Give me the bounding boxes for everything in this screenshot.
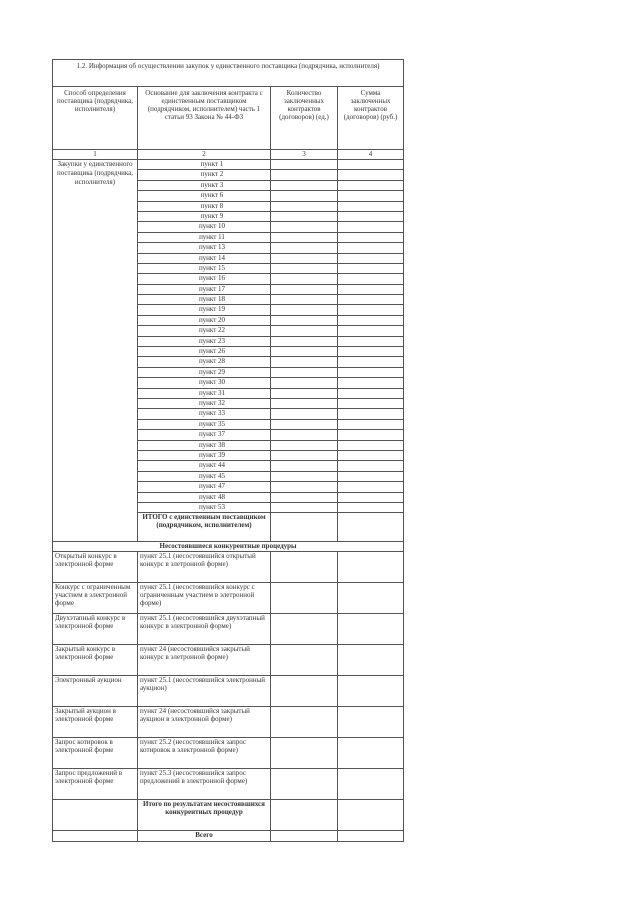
- point-label: пункт 29: [138, 367, 271, 377]
- sum-cell[interactable]: [338, 769, 404, 800]
- sum-cell[interactable]: [338, 461, 404, 471]
- count-cell[interactable]: [271, 263, 338, 273]
- point-label: пункт 1: [138, 160, 271, 170]
- point-label: пункт 47: [138, 482, 271, 492]
- sum-cell[interactable]: [338, 738, 404, 769]
- sum-cell[interactable]: [338, 284, 404, 294]
- sum-cell[interactable]: [338, 191, 404, 201]
- total-label: Всего: [138, 831, 271, 842]
- sum-cell[interactable]: [338, 419, 404, 429]
- sum-cell[interactable]: [338, 274, 404, 284]
- procedure-method: Открытый конкурс в электронной форме: [53, 552, 138, 583]
- point-label: пункт 44: [138, 461, 271, 471]
- procedure-method: Запрос котировок в электронной форме: [53, 738, 138, 769]
- sum-cell[interactable]: [338, 482, 404, 492]
- point-label: пункт 31: [138, 388, 271, 398]
- sum-cell[interactable]: [338, 645, 404, 676]
- point-label: пункт 11: [138, 232, 271, 242]
- single-supplier-label: Закупки у единственного поставщика (подрядчика, исполнителя): [53, 160, 138, 542]
- count-cell[interactable]: [271, 295, 338, 305]
- count-cell[interactable]: [271, 315, 338, 325]
- point-label: пункт 26: [138, 347, 271, 357]
- sum-cell[interactable]: [338, 160, 404, 170]
- point-label: пункт 15: [138, 263, 271, 273]
- point-label: пункт 17: [138, 284, 271, 294]
- section-failed-title: Несостоявшиеся конкурентные процедуры: [53, 542, 404, 552]
- table-row: [53, 800, 404, 831]
- col-number: 4: [338, 150, 404, 160]
- col-number: 2: [138, 150, 271, 160]
- point-label: пункт 35: [138, 419, 271, 429]
- col-number: 3: [271, 150, 338, 160]
- procedure-basis: пункт 24 (несостоявшийся закрытый конкурс в элетронной форме): [138, 645, 271, 676]
- count-cell[interactable]: [271, 347, 338, 357]
- point-label: пункт 20: [138, 315, 271, 325]
- procedure-basis: пункт 25.2 (несостоявшийся запрос котировок в электронной форме): [138, 738, 271, 769]
- count-cell[interactable]: [271, 430, 338, 440]
- sum-cell[interactable]: [338, 222, 404, 232]
- count-cell[interactable]: [271, 738, 338, 769]
- count-cell[interactable]: [271, 482, 338, 492]
- point-label: пункт 16: [138, 274, 271, 284]
- point-label: пункт 45: [138, 471, 271, 481]
- count-cell[interactable]: [271, 211, 338, 221]
- count-cell[interactable]: [271, 513, 338, 542]
- table-row: [53, 645, 404, 676]
- point-label: пункт 48: [138, 492, 271, 502]
- sum-cell[interactable]: [338, 440, 404, 450]
- header-basis: Основание для заключения контракта с единственным поставщиком (подрядчиком, исполнителем) часть 1 статьи 93 Закона № 44-ФЗ: [138, 87, 271, 150]
- sum-cell[interactable]: [338, 201, 404, 211]
- point-label: пункт 28: [138, 357, 271, 367]
- sum-cell[interactable]: [338, 388, 404, 398]
- header-method: Способ определения поставщика (подрядчика, исполнителя): [53, 87, 138, 150]
- point-label: пункт 23: [138, 336, 271, 346]
- count-cell[interactable]: [271, 398, 338, 408]
- count-cell[interactable]: [271, 201, 338, 211]
- point-label: пункт 8: [138, 201, 271, 211]
- point-label: пункт 18: [138, 295, 271, 305]
- count-cell[interactable]: [271, 243, 338, 253]
- sum-cell[interactable]: [338, 492, 404, 502]
- procurement-table: [52, 59, 404, 842]
- sum-cell[interactable]: [338, 347, 404, 357]
- procedure-basis: пункт 25.1 (несостоявшийся двухэтапный конкурс в электронной форме): [138, 614, 271, 645]
- count-cell[interactable]: [271, 336, 338, 346]
- table-row: [53, 583, 404, 614]
- procedure-basis: пункт 25.1 (несостоявшийся электронный аукцион): [138, 676, 271, 707]
- count-cell[interactable]: [271, 170, 338, 180]
- table-row: [53, 542, 404, 552]
- table-row: [53, 160, 404, 170]
- sum-cell[interactable]: [338, 295, 404, 305]
- count-cell[interactable]: [271, 492, 338, 502]
- count-cell[interactable]: [271, 222, 338, 232]
- table-row: [53, 552, 404, 583]
- empty-cell: [53, 800, 138, 831]
- sum-cell[interactable]: [338, 513, 404, 542]
- sum-cell[interactable]: [338, 552, 404, 583]
- count-cell[interactable]: [271, 232, 338, 242]
- count-cell[interactable]: [271, 378, 338, 388]
- count-cell[interactable]: [271, 305, 338, 315]
- sum-cell[interactable]: [338, 614, 404, 645]
- sum-cell[interactable]: [338, 450, 404, 460]
- point-label: пункт 39: [138, 450, 271, 460]
- count-cell[interactable]: [271, 326, 338, 336]
- table-row: [53, 614, 404, 645]
- point-label: пункт 19: [138, 305, 271, 315]
- point-label: пункт 10: [138, 222, 271, 232]
- sum-cell[interactable]: [338, 409, 404, 419]
- sum-cell[interactable]: [338, 232, 404, 242]
- point-label: пункт 9: [138, 211, 271, 221]
- count-cell[interactable]: [271, 676, 338, 707]
- sum-cell[interactable]: [338, 583, 404, 614]
- sum-cell[interactable]: [338, 378, 404, 388]
- procedure-method: Конкурс с ограниченным участием в электронной форме: [53, 583, 138, 614]
- empty-cell: [53, 831, 138, 842]
- procedure-method: Электронный аукцион: [53, 676, 138, 707]
- sum-cell[interactable]: [338, 800, 404, 831]
- header-count: Количество заключенных контрактов (договоров) (ед.): [271, 87, 338, 150]
- point-label: пункт 53: [138, 502, 271, 512]
- sum-cell[interactable]: [338, 471, 404, 481]
- sum-cell[interactable]: [338, 326, 404, 336]
- sum-cell[interactable]: [338, 180, 404, 190]
- count-cell[interactable]: [271, 645, 338, 676]
- count-cell[interactable]: [271, 440, 338, 450]
- count-cell[interactable]: [271, 388, 338, 398]
- sum-cell[interactable]: [338, 707, 404, 738]
- sum-cell[interactable]: [338, 170, 404, 180]
- count-cell[interactable]: [271, 800, 338, 831]
- count-cell[interactable]: [271, 831, 338, 842]
- count-cell[interactable]: [271, 274, 338, 284]
- sum-cell[interactable]: [338, 315, 404, 325]
- point-label: пункт 3: [138, 180, 271, 190]
- point-label: пункт 2: [138, 170, 271, 180]
- sum-cell[interactable]: [338, 831, 404, 842]
- point-label: пункт 6: [138, 191, 271, 201]
- count-cell[interactable]: [271, 614, 338, 645]
- count-cell[interactable]: [271, 284, 338, 294]
- procedure-method: Закрытый конкурс в электронной форме: [53, 645, 138, 676]
- sum-cell[interactable]: [338, 357, 404, 367]
- sum-cell[interactable]: [338, 367, 404, 377]
- count-cell[interactable]: [271, 769, 338, 800]
- procedure-method: Запрос предложений в электронной форме: [53, 769, 138, 800]
- sum-cell[interactable]: [338, 211, 404, 221]
- sum-cell[interactable]: [338, 430, 404, 440]
- table-title: 1.2. Информация об осуществлении закупок у единственного поставщика (подрядчика, исполнителя): [53, 60, 404, 87]
- count-cell[interactable]: [271, 502, 338, 512]
- count-cell[interactable]: [271, 707, 338, 738]
- col-number: 1: [53, 150, 138, 160]
- sum-cell[interactable]: [338, 253, 404, 263]
- itog-failed-label: Итого по результатам несостоявшихся конкурентных процедур: [138, 800, 271, 831]
- point-label: пункт 37: [138, 430, 271, 440]
- sum-cell[interactable]: [338, 398, 404, 408]
- sum-cell[interactable]: [338, 305, 404, 315]
- point-label: пункт 33: [138, 409, 271, 419]
- sum-cell[interactable]: [338, 336, 404, 346]
- header-sum: Сумма заключенных контрактов (договоров) (руб.): [338, 87, 404, 150]
- count-cell[interactable]: [271, 160, 338, 170]
- sum-cell[interactable]: [338, 263, 404, 273]
- point-label: пункт 30: [138, 378, 271, 388]
- point-label: пункт 38: [138, 440, 271, 450]
- procedure-basis: пункт 25.1 (несостоявшийся открытый конкурс в элетронной форме): [138, 552, 271, 583]
- procedure-method: Закрытый аукцион в электронной форме: [53, 707, 138, 738]
- count-cell[interactable]: [271, 450, 338, 460]
- count-cell[interactable]: [271, 583, 338, 614]
- count-cell[interactable]: [271, 419, 338, 429]
- report-sheet: [52, 59, 403, 842]
- count-cell[interactable]: [271, 180, 338, 190]
- point-label: пункт 14: [138, 253, 271, 263]
- procedure-method: Двухэтапный конкурс в электронной форме: [53, 614, 138, 645]
- procedure-basis: пункт 25.1 (несостоявшийся конкурс с ограниченным участием в элетронной форме): [138, 583, 271, 614]
- sum-cell[interactable]: [338, 243, 404, 253]
- count-cell[interactable]: [271, 357, 338, 367]
- point-label: пункт 13: [138, 243, 271, 253]
- procedure-basis: пункт 24 (несостоявшийся закрытый аукцион в электронной форме): [138, 707, 271, 738]
- count-cell[interactable]: [271, 471, 338, 481]
- count-cell[interactable]: [271, 253, 338, 263]
- count-cell[interactable]: [271, 461, 338, 471]
- point-label: пункт 32: [138, 398, 271, 408]
- procedure-basis: пункт 25.3 (несостоявшийся запрос предложений в электронной форме): [138, 769, 271, 800]
- table-row: [53, 676, 404, 707]
- sum-cell[interactable]: [338, 676, 404, 707]
- count-cell[interactable]: [271, 409, 338, 419]
- sum-cell[interactable]: [338, 502, 404, 512]
- table-row: [53, 831, 404, 842]
- count-cell[interactable]: [271, 552, 338, 583]
- point-label: пункт 22: [138, 326, 271, 336]
- count-cell[interactable]: [271, 191, 338, 201]
- table-row: [53, 738, 404, 769]
- table-row: [53, 769, 404, 800]
- table-row: [53, 707, 404, 738]
- count-cell[interactable]: [271, 367, 338, 377]
- itog-single-label: ИТОГО с единственным поставщиком (подрядчиком, исполнителем): [138, 513, 271, 542]
